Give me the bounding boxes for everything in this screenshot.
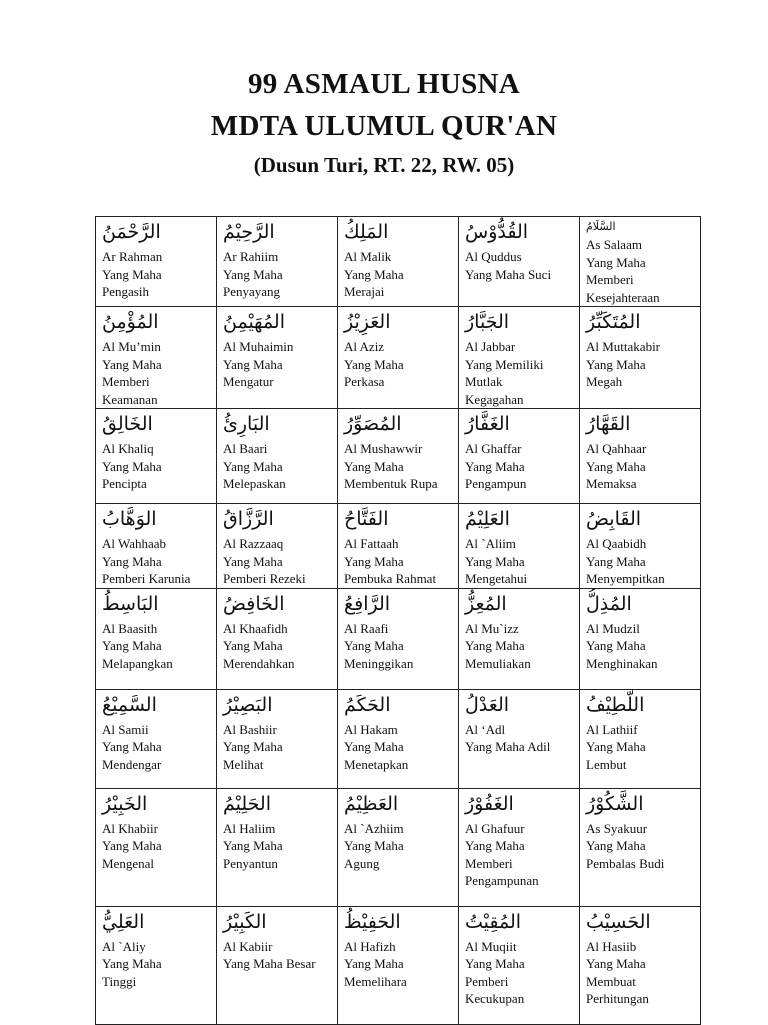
latin-name: Ar Rahiim	[223, 249, 279, 264]
latin-name: As Syakuur	[586, 820, 648, 836]
meaning-text: Yang Maha Melapangkan	[102, 638, 173, 671]
latin-name: Al Bashiir	[223, 721, 277, 737]
latin-name: Al Raafi	[344, 620, 389, 636]
latin-name: Al Mu’min	[102, 339, 161, 354]
latin-name: Al Quddus	[465, 249, 522, 264]
arabic-name: المُعِزُّ	[465, 592, 507, 615]
latin-name: Al Muttakabir	[586, 339, 661, 354]
arabic-name: المُهَيْمِنُ	[223, 311, 285, 333]
latin-name: Al Mu`izz	[465, 620, 519, 636]
latin-name: Al Samii	[102, 721, 149, 737]
document-address: (Dusun Turi, RT. 22, RW. 05)	[253, 153, 515, 177]
arabic-name: العَزِيْزُ	[344, 311, 391, 333]
latin-name: Al Aziz	[344, 339, 385, 354]
name-cell	[338, 788, 459, 906]
arabic-name: الحَلِيْمُ	[223, 792, 272, 815]
meaning-text: Yang Maha Meninggikan	[344, 638, 414, 671]
meaning-text: Yang Memiliki Mutlak Kegagahan	[465, 356, 544, 407]
name-cell	[459, 409, 580, 504]
meaning-text: Yang Maha Memberi Pengampunan	[465, 838, 539, 888]
arabic-name: القَابِضُ	[586, 508, 642, 530]
arabic-name: السَّلَامُ	[586, 220, 616, 233]
latin-name: Ar Rahman	[102, 249, 163, 264]
table-row	[96, 504, 701, 589]
meaning-text: Yang Maha Penyayang	[223, 266, 283, 299]
name-cell	[459, 689, 580, 788]
latin-name: Al Lathiif	[586, 721, 638, 737]
meaning-text: Yang Maha Pencipta	[102, 458, 162, 491]
meaning-text: Yang Maha Merendahkan	[223, 638, 295, 671]
name-cell	[338, 409, 459, 504]
latin-name: Al Khabiir	[102, 820, 158, 836]
name-cell	[96, 504, 217, 589]
meaning-text: Yang Maha Penyantun	[223, 838, 283, 871]
arabic-name: القَهَّارُ	[586, 413, 631, 435]
arabic-name: الفَتَّاحُ	[344, 508, 389, 530]
latin-name: Al Khaafidh	[223, 620, 288, 636]
name-cell	[580, 788, 701, 906]
arabic-name: الحَسِيْبُ	[586, 910, 651, 933]
latin-name: Al Jabbar	[465, 339, 516, 354]
latin-name: Al `Azhiim	[344, 820, 404, 836]
name-cell	[96, 217, 217, 307]
latin-name: Al Razzaaq	[223, 536, 284, 551]
meaning-text: Yang Maha Besar	[223, 956, 316, 971]
arabic-name: العَدْلُ	[465, 693, 510, 716]
name-cell	[459, 307, 580, 409]
name-cell	[217, 217, 338, 307]
latin-name: Al Hasiib	[586, 938, 637, 954]
arabic-name: المَلِكُ	[344, 221, 389, 243]
table-row	[96, 689, 701, 788]
arabic-name: الرَّحْمَنُ	[102, 221, 161, 243]
meaning-text: Yang Maha Pemberi Rezeki	[223, 553, 306, 586]
name-cell	[580, 409, 701, 504]
latin-name: Al `Aliy	[102, 938, 146, 954]
arabic-name: السَّمِيْعُ	[102, 693, 157, 716]
meaning-text: Yang Maha Pemberi Karunia	[102, 553, 191, 586]
arabic-name: الغَفُوْرُ	[465, 792, 514, 815]
arabic-name: القُدُّوْسُ	[465, 221, 529, 243]
meaning-text: Yang Maha Melepaskan	[223, 458, 286, 491]
arabic-name: المُصَوِّرُ	[344, 413, 402, 435]
name-cell	[217, 588, 338, 689]
latin-name: Al Malik	[344, 249, 392, 264]
meaning-text: Yang Maha Pembuka Rahmat	[344, 553, 437, 586]
name-cell	[338, 504, 459, 589]
latin-name: Al Qaabidh	[586, 536, 647, 551]
table-body	[96, 217, 701, 1025]
latin-name: Al Ghaffar	[465, 441, 522, 456]
meaning-text: Yang Maha Mengetahui	[465, 553, 528, 586]
name-cell	[338, 689, 459, 788]
meaning-text: Yang Maha Memberi Kesejahteraan	[586, 254, 660, 305]
arabic-name: البَصِيْرُ	[223, 693, 273, 716]
arabic-name: الوَهَّابُ	[102, 508, 157, 530]
document-subtitle: MDTA ULUMUL QUR'AN	[210, 110, 558, 142]
meaning-text: Yang Maha Suci	[465, 266, 552, 282]
name-cell	[459, 588, 580, 689]
name-cell	[580, 588, 701, 689]
name-cell	[338, 588, 459, 689]
name-cell	[580, 307, 701, 409]
latin-name: Al Mudzil	[586, 620, 640, 636]
latin-name: Al Hafizh	[344, 938, 396, 954]
table-row	[96, 906, 701, 1024]
meaning-text: Yang Maha Memelihara	[344, 956, 407, 989]
name-cell	[96, 689, 217, 788]
arabic-name: الخَافِضُ	[223, 592, 285, 615]
arabic-name: الحَفِيْظُ	[344, 910, 401, 933]
latin-name: Al Baari	[223, 441, 268, 456]
latin-name: Al `Aliim	[465, 536, 516, 551]
name-cell	[217, 409, 338, 504]
table-row	[96, 588, 701, 689]
latin-name: Al Kabiir	[223, 938, 273, 954]
name-cell	[580, 906, 701, 1024]
meaning-text: Yang Maha Melihat	[223, 739, 283, 772]
arabic-name: الخَبِيْرُ	[102, 792, 148, 815]
name-cell	[96, 906, 217, 1024]
name-cell	[96, 788, 217, 906]
arabic-name: الرَّافِعُ	[344, 592, 391, 615]
latin-name: Al Wahhaab	[102, 536, 167, 551]
latin-name: Al Ghafuur	[465, 820, 525, 836]
arabic-name: المُذِلُّ	[586, 592, 632, 615]
meaning-text: Yang Maha Perkasa	[344, 356, 404, 389]
arabic-name: العَظِيْمُ	[344, 792, 399, 815]
latin-name: Al Haliim	[223, 820, 276, 836]
meaning-text: Yang Maha Pengasih	[102, 266, 162, 299]
arabic-name: البَارِئُ	[223, 413, 270, 435]
meaning-text: Yang Maha Menetapkan	[344, 739, 409, 772]
table-row	[96, 409, 701, 504]
name-cell	[217, 906, 338, 1024]
arabic-name: الجَبَّارُ	[465, 311, 510, 333]
name-cell	[96, 307, 217, 409]
meaning-text: Yang Maha Memuliakan	[465, 638, 531, 671]
arabic-name: الحَكَمُ	[344, 693, 391, 716]
meaning-text: Yang Maha Mendengar	[102, 739, 162, 772]
name-cell	[217, 788, 338, 906]
latin-name: Al Mushawwir	[344, 441, 423, 456]
arabic-name: الغَفَّارُ	[465, 413, 510, 435]
arabic-name: اللَّطِيْفُ	[586, 693, 645, 716]
latin-name: Al Khaliq	[102, 441, 154, 456]
latin-name: Al Qahhaar	[586, 441, 647, 456]
asmaul-husna-table	[95, 216, 701, 1025]
name-cell	[217, 307, 338, 409]
document-title: 99 ASMAUL HUSNA	[248, 68, 520, 100]
meaning-text: Yang Maha Menyempitkan	[586, 553, 665, 586]
meaning-text: Yang Maha Pengampun	[465, 458, 527, 491]
name-cell	[338, 906, 459, 1024]
arabic-name: العَلِيُّ	[102, 910, 145, 933]
arabic-name: العَلِيْمُ	[465, 508, 510, 530]
meaning-text: Yang Maha Memberi Keamanan	[102, 356, 162, 407]
meaning-text: Yang Maha Mengatur	[223, 356, 283, 389]
meaning-text: Yang Maha Membuat Perhitungan	[586, 956, 649, 1006]
name-cell	[338, 217, 459, 307]
latin-name: Al Fattaah	[344, 536, 399, 551]
table-row	[96, 307, 701, 409]
meaning-text: Yang Maha Adil	[465, 739, 551, 754]
name-cell	[96, 588, 217, 689]
meaning-text: Yang Maha Pemberi Kecukupan	[465, 956, 525, 1006]
name-cell	[217, 689, 338, 788]
name-cell	[580, 689, 701, 788]
table-row	[96, 217, 701, 307]
meaning-text: Yang Maha Lembut	[586, 739, 646, 772]
name-cell	[459, 504, 580, 589]
latin-name: Al Baasith	[102, 620, 158, 636]
latin-name: As Salaam	[586, 237, 642, 252]
latin-name: Al ‘Adl	[465, 721, 506, 737]
name-cell	[338, 307, 459, 409]
table-row	[96, 788, 701, 906]
name-cell	[580, 217, 701, 307]
name-cell	[459, 217, 580, 307]
arabic-name: المُتَكَبِّرُ	[586, 311, 641, 333]
arabic-name: الرَّزَّاقُ	[223, 508, 274, 530]
latin-name: Al Muhaimin	[223, 339, 294, 354]
arabic-name: الكَبِيْرُ	[223, 910, 267, 933]
meaning-text: Yang Maha Pembalas Budi	[586, 838, 665, 871]
latin-name: Al Hakam	[344, 721, 398, 737]
meaning-text: Yang Maha Mengenal	[102, 838, 162, 871]
name-cell	[96, 409, 217, 504]
meaning-text: Yang Maha Merajai	[344, 266, 404, 299]
name-cell	[459, 788, 580, 906]
meaning-text: Yang Maha Agung	[344, 838, 404, 871]
arabic-name: الرَّحِيْمُ	[223, 221, 275, 243]
arabic-name: المُؤْمِنُ	[102, 311, 159, 333]
meaning-text: Yang Maha Membentuk Rupa	[344, 458, 438, 491]
arabic-name: الشَّكُوْرُ	[586, 792, 644, 815]
name-cell	[459, 906, 580, 1024]
meaning-text: Yang Maha Tinggi	[102, 956, 162, 989]
meaning-text: Yang Maha Megah	[586, 356, 646, 389]
name-cell	[580, 504, 701, 589]
meaning-text: Yang Maha Menghinakan	[586, 638, 658, 671]
meaning-text: Yang Maha Memaksa	[586, 458, 646, 491]
arabic-name: المُقِيْتُ	[465, 910, 522, 933]
latin-name: Al Muqiit	[465, 938, 517, 954]
arabic-name: البَاسِطُ	[102, 592, 159, 615]
name-cell	[217, 504, 338, 589]
arabic-name: الخَالِقُ	[102, 413, 153, 435]
